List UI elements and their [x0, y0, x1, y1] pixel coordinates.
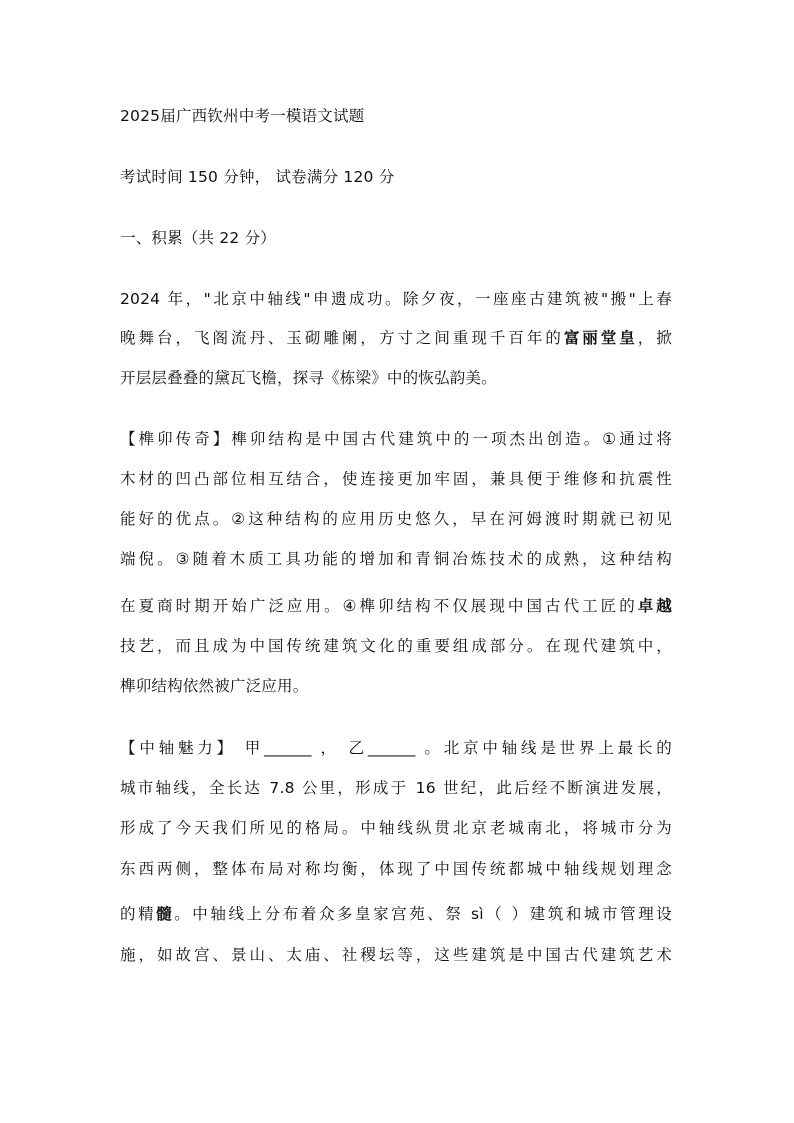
sunmao-line-4: 端倪。③随着木质工具功能的增加和青铜冶炼技术的成熟，这种结构 [120, 550, 672, 568]
zhongzhou-line-3: 形成了今天我们所见的格局。中轴线纵贯北京老城南北，将城市分为 [120, 819, 672, 837]
zhongzhou-line-1: 【中轴魅力】 甲______ ， 乙______ 。北京中轴线是世界上最长的 [120, 739, 672, 757]
sunmao-line-3: 能好的优点。②这种结构的应用历史悠久，早在河姆渡时期就已初见 [120, 510, 672, 528]
intro-line-2-end: ，掀 [637, 329, 672, 347]
zhongzhou-bold-char: 髓 [156, 905, 175, 923]
intro-line-2 [120, 328, 672, 348]
sunmao-line-7: 榫卯结构依然被广泛应用。 [120, 677, 309, 695]
zhongzhou-line-6: 施，如故宫、景山、太庙、社稷坛等，这些建筑是中国古代建筑艺术 [120, 946, 672, 964]
zhongzhou-line-2: 城市轴线，全长达 7.8 公里，形成于 16 世纪，此后经不断演进发展， [120, 779, 672, 797]
document-title: 2025届广西钦州中考一模语文试题 [120, 107, 365, 125]
sunmao-bold-term: 卓越 [637, 597, 672, 615]
sunmao-line-1: 【榫卯传奇】榫卯结构是中国古代建筑中的一项杰出创造。①通过将 [120, 430, 672, 448]
intro-line-2-text: 晚舞台，飞阁流丹、玉砌雕阑，方寸之间重现千百年的 [120, 329, 564, 347]
zhongzhou-line-4: 东西两侧，整体布局对称均衡，体现了中国传统都城中轴线规划理念 [120, 860, 672, 878]
zhongzhou-line-5 [120, 904, 672, 924]
zhongzhou-line-5-start: 的精 [120, 905, 157, 923]
sunmao-line-6: 技艺，而且成为中国传统建筑文化的重要组成部分。在现代建筑中， [120, 637, 672, 655]
intro-bold-term: 富丽堂皇 [563, 329, 638, 347]
intro-line-3: 开层层叠叠的黛瓦飞檐，探寻《栋梁》中的恢弘韵美。 [120, 369, 497, 387]
zhongzhou-line-5-text: 。中轴线上分布着众多皇家宫苑、祭 sì（ ）建筑和城市管理设 [174, 905, 672, 923]
exam-info: 考试时间 150 分钟， 试卷满分 120 分 [120, 168, 395, 186]
sunmao-line-5-text: 在夏商时期开始广泛应用。④榫卯结构不仅展现中国古代工匠的 [120, 597, 638, 615]
intro-line-1: 2024 年，"北京中轴线"申遗成功。除夕夜，一座座古建筑被"搬"上春 [120, 290, 672, 308]
sunmao-line-5 [120, 596, 672, 616]
section-heading: 一、积累（共 22 分） [120, 229, 276, 247]
sunmao-line-2: 木材的凹凸部位相互结合，使连接更加牢固，兼具便于维修和抗震性 [120, 470, 672, 488]
